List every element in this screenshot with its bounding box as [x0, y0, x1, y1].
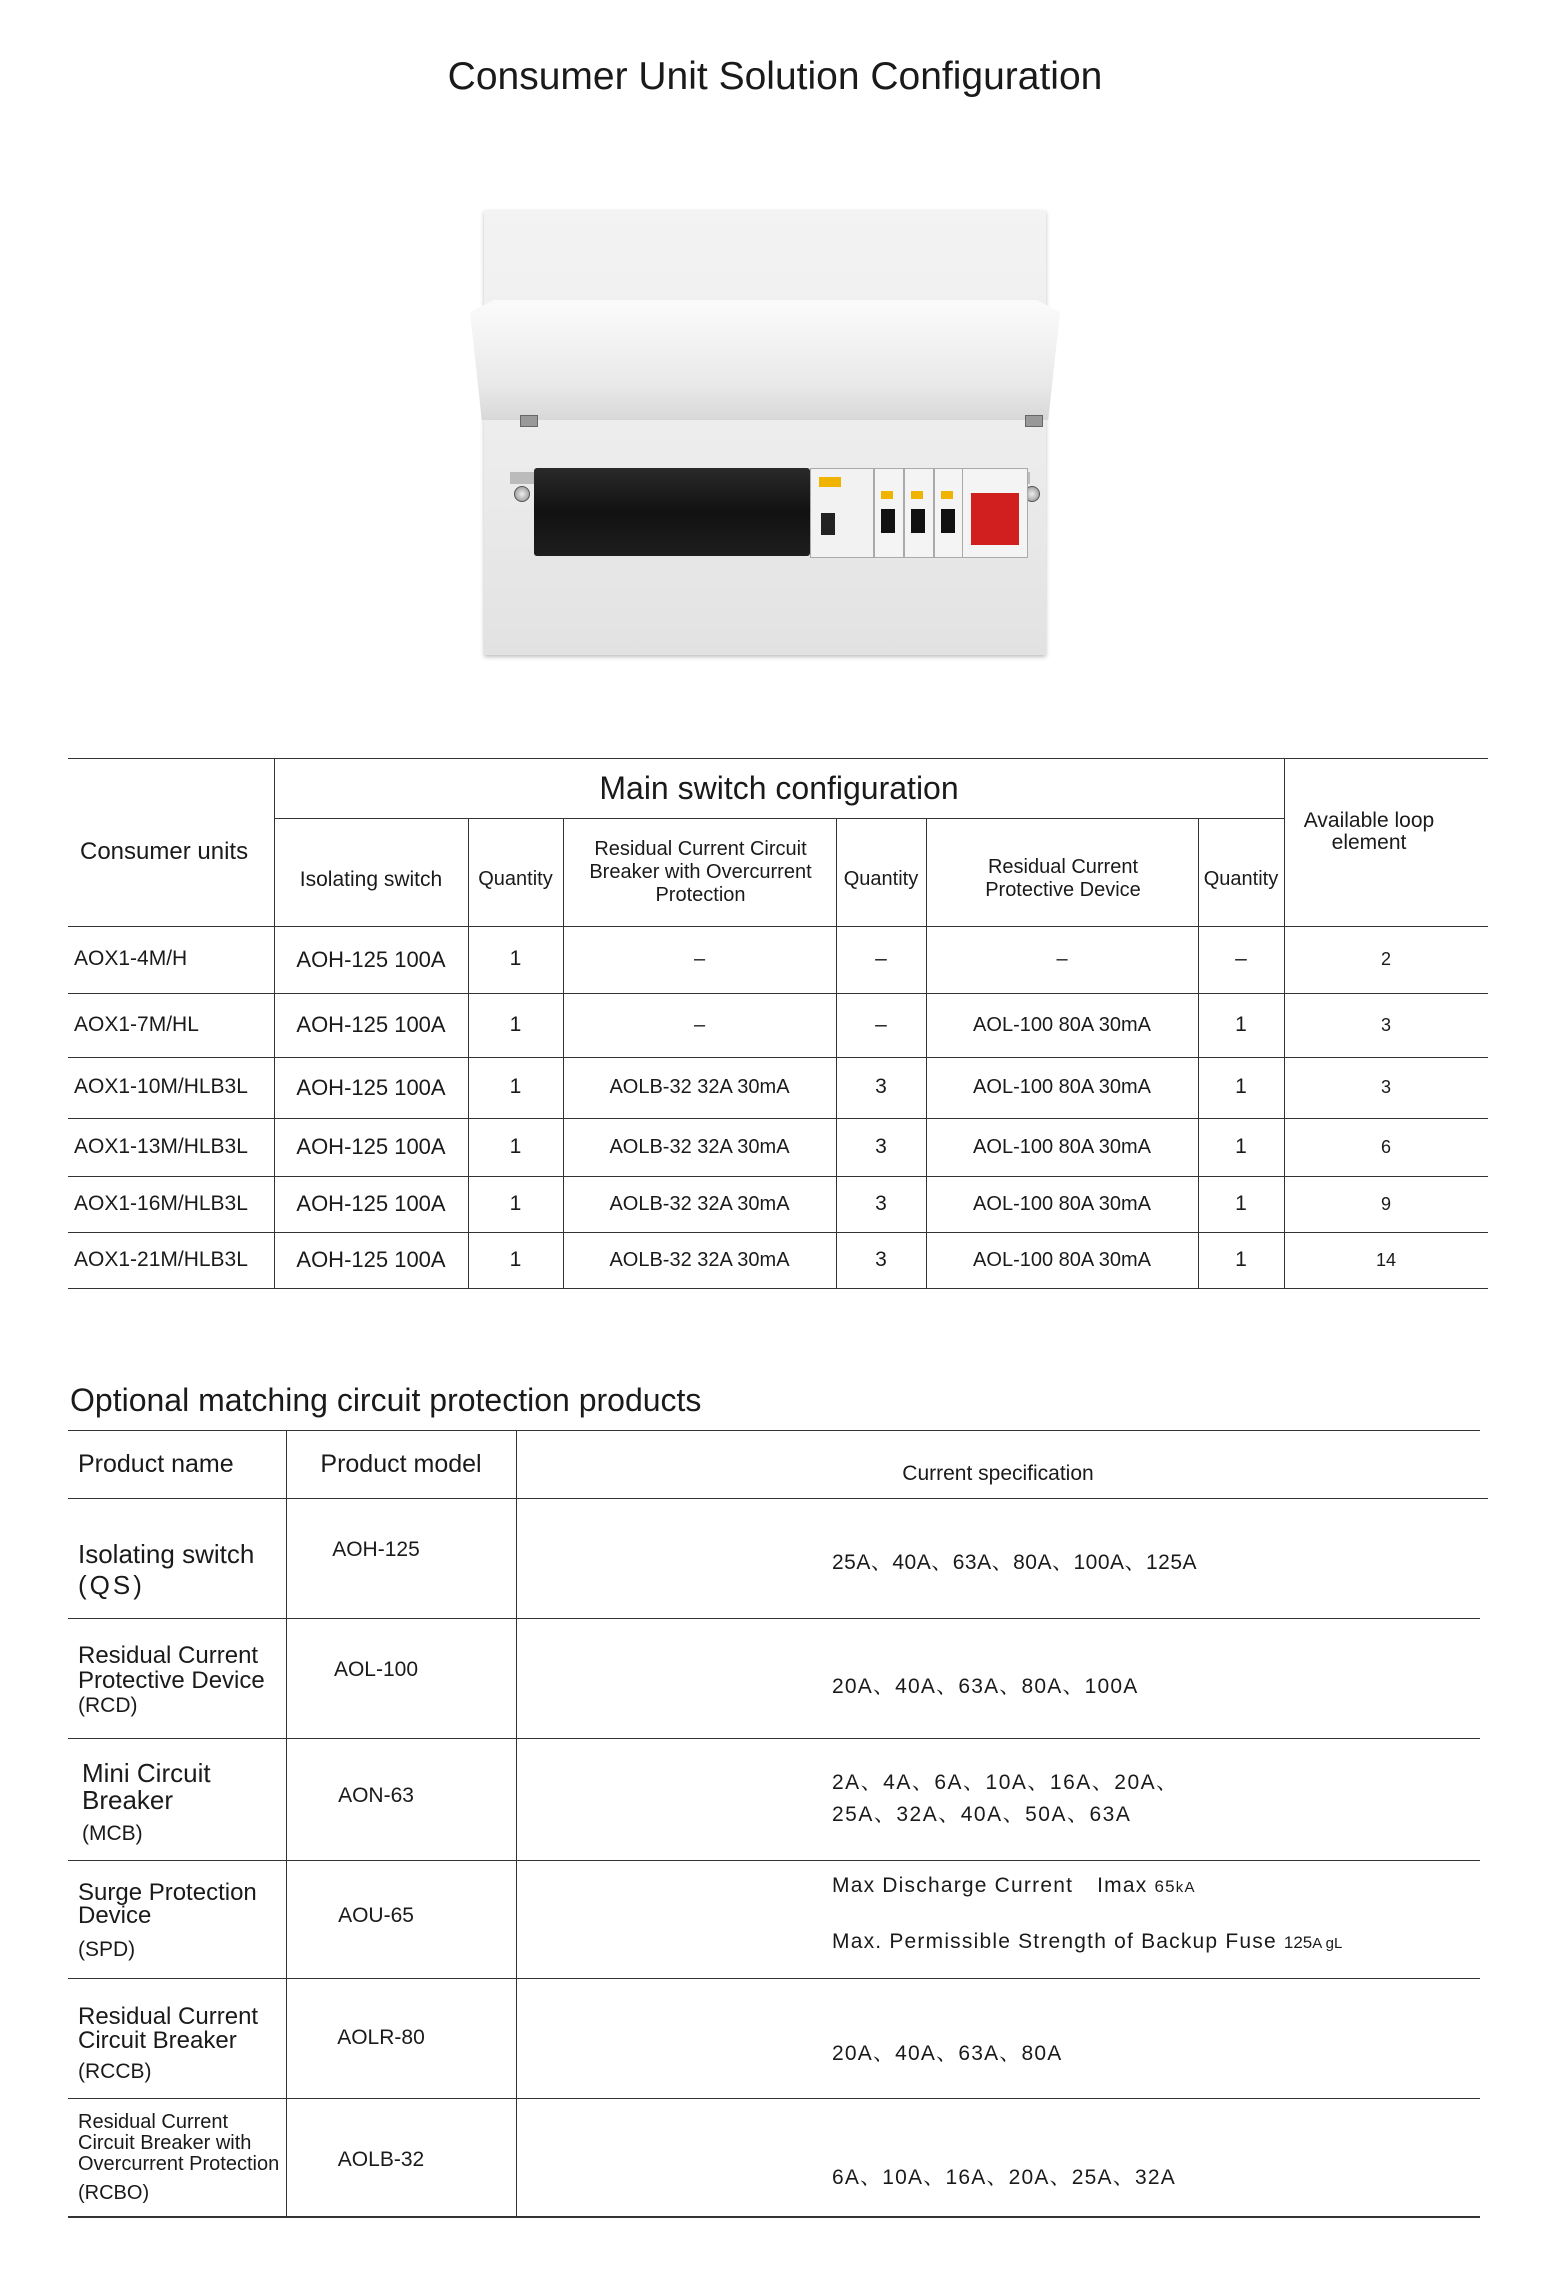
current-spec: 25A、40A、63A、80A、100A、125A [832, 1551, 1198, 1574]
mcb-module [874, 468, 904, 558]
rcd-model: AOL-100 80A 30mA [973, 1135, 1151, 1158]
loop-element-count: 3 [1380, 1077, 1391, 1098]
rcbo-model: – [693, 1013, 706, 1036]
lid-clip [1025, 415, 1043, 427]
product-model-header: Product model [320, 1449, 482, 1478]
rcd-quantity: 1 [1235, 1134, 1247, 1158]
optional-products-table [68, 1430, 1488, 2216]
current-spec-header: Current specification [902, 1461, 1094, 1485]
consumer-units-header: Consumer units [80, 838, 249, 866]
loop-element-count: 14 [1375, 1249, 1397, 1270]
consumer-unit-model: AOX1-21M/HLB3L [74, 1247, 248, 1271]
lid-clip [520, 415, 538, 427]
product-name: Mini Circuit Breaker (MCB) [82, 1758, 211, 1845]
product-name-header: Product name [78, 1449, 234, 1478]
product-name: Residual Current Protective Device (RCD) [78, 1642, 265, 1718]
product-model: AOH-125 [332, 1537, 420, 1561]
product-model: AOLR-80 [337, 2025, 425, 2049]
product-name: Residual Current Circuit Breaker with Overcurrent Protection (RCBO) [78, 2111, 280, 2204]
product-name: Surge Protection Device (SPD) [78, 1879, 257, 1961]
rcd-model: AOL-100 80A 30mA [973, 1248, 1151, 1271]
quantity-header: Quantity [478, 867, 553, 890]
rcbo-model: AOLB-32 32A 30mA [609, 1248, 790, 1271]
isolating-switch-quantity: 1 [509, 1134, 522, 1158]
loop-element-count: 6 [1380, 1136, 1391, 1157]
isolating-switch-model: AOH-125 100A [296, 1247, 446, 1273]
loop-element-count: 2 [1380, 949, 1391, 970]
consumer-unit-model: AOX1-16M/HLB3L [74, 1191, 248, 1215]
rcd-model: AOL-100 80A 30mA [973, 1076, 1151, 1098]
rcbo-quantity: 3 [875, 1247, 887, 1271]
consumer-unit-product-photo [470, 210, 1060, 660]
isolating-switch-model: AOH-125 100A [296, 1191, 446, 1217]
product-name: Residual Current Circuit Breaker (RCCB) [78, 2003, 259, 2083]
page-title: Consumer Unit Solution Configuration [447, 55, 1103, 98]
isolating-switch-model: AOH-125 100A [296, 1012, 446, 1038]
current-spec: 6A、10A、16A、20A、25A、32A [832, 2166, 1176, 2189]
rcd-module [810, 468, 874, 558]
quantity-header: Quantity [843, 867, 919, 890]
loop-element-count: 9 [1380, 1193, 1391, 1214]
rcd-model: – [1056, 948, 1068, 970]
current-spec-backup-fuse: Max. Permissible Strength of Backup Fuse 125A gL [832, 1930, 1343, 1953]
current-spec: 20A、40A、63A、80A、100A [832, 1675, 1139, 1698]
rcd-quantity: 1 [1235, 1012, 1247, 1036]
rcbo-quantity: 3 [875, 1134, 887, 1158]
rcbo-quantity: – [875, 1012, 887, 1036]
blank-cover [534, 468, 810, 556]
loop-element-count: 3 [1380, 1014, 1391, 1035]
mcb-module [934, 468, 964, 558]
consumer-unit-model: AOX1-4M/H [74, 947, 188, 971]
rcbo-quantity: 3 [875, 1191, 887, 1215]
product-model: AON-63 [338, 1783, 414, 1807]
isolating-switch-model: AOH-125 100A [296, 1074, 446, 1100]
screw-icon [514, 486, 530, 502]
optional-section-title: Optional matching circuit protection products [70, 1382, 702, 1418]
rcd-quantity: 1 [1235, 1247, 1247, 1271]
mcb-module [904, 468, 934, 558]
rcd-model: AOL-100 80A 30mA [973, 1192, 1151, 1215]
rcbo-model: AOLB-32 32A 30mA [609, 1192, 790, 1215]
isolating-switch-model: AOH-125 100A [296, 946, 446, 972]
rcbo-model: – [693, 948, 706, 970]
enclosure-body [484, 210, 1046, 655]
consumer-unit-model: AOX1-7M/HL [74, 1012, 199, 1036]
product-model: AOU-65 [338, 1903, 414, 1927]
product-model: AOL-100 [333, 1657, 419, 1681]
isolating-switch-quantity: 1 [509, 1191, 522, 1215]
main-switch-header: Main switch configuration [599, 769, 959, 806]
rcbo-quantity: – [875, 947, 887, 971]
quantity-header: Quantity [1203, 867, 1279, 890]
isolating-switch-header: Isolating switch [299, 867, 443, 891]
consumer-unit-model: AOX1-10M/HLB3L [74, 1075, 248, 1099]
product-name: Isolating switch (QS) [78, 1539, 255, 1600]
rcd-quantity: – [1235, 947, 1247, 971]
product-model: AOLB-32 [337, 2147, 425, 2171]
rcbo-header: Residual Current Circuit Breaker with Overcurrent Protection [589, 837, 812, 906]
isolating-switch-model: AOH-125 100A [296, 1134, 446, 1160]
rcd-quantity: 1 [1235, 1075, 1247, 1099]
consumer-unit-model: AOX1-13M/HLB3L [74, 1134, 248, 1158]
rcbo-model: AOLB-32 32A 30mA [609, 1076, 790, 1098]
current-spec-discharge: Max Discharge Current Imax 65kA [832, 1874, 1196, 1897]
isolating-switch-quantity: 1 [509, 947, 522, 971]
rcbo-model: AOLB-32 32A 30mA [609, 1135, 790, 1158]
main-switch-config-table [68, 758, 1488, 1286]
rcd-quantity: 1 [1235, 1191, 1247, 1215]
enclosure-lid [470, 300, 1060, 420]
isolating-switch-quantity: 1 [509, 1247, 522, 1271]
current-spec: 2A、4A、6A、10A、16A、20A、 25A、32A、40A、50A、63A [832, 1771, 1179, 1826]
rcbo-quantity: 3 [875, 1075, 887, 1099]
rcd-model: AOL-100 80A 30mA [973, 1013, 1151, 1036]
main-switch-module [962, 468, 1028, 558]
loop-header: Available loop element [1303, 808, 1435, 854]
isolating-switch-quantity: 1 [509, 1012, 522, 1036]
isolating-switch-quantity: 1 [509, 1075, 522, 1099]
rcd-header: Residual Current Protective Device [985, 856, 1141, 901]
current-spec: 20A、40A、63A、80A [832, 2042, 1063, 2065]
